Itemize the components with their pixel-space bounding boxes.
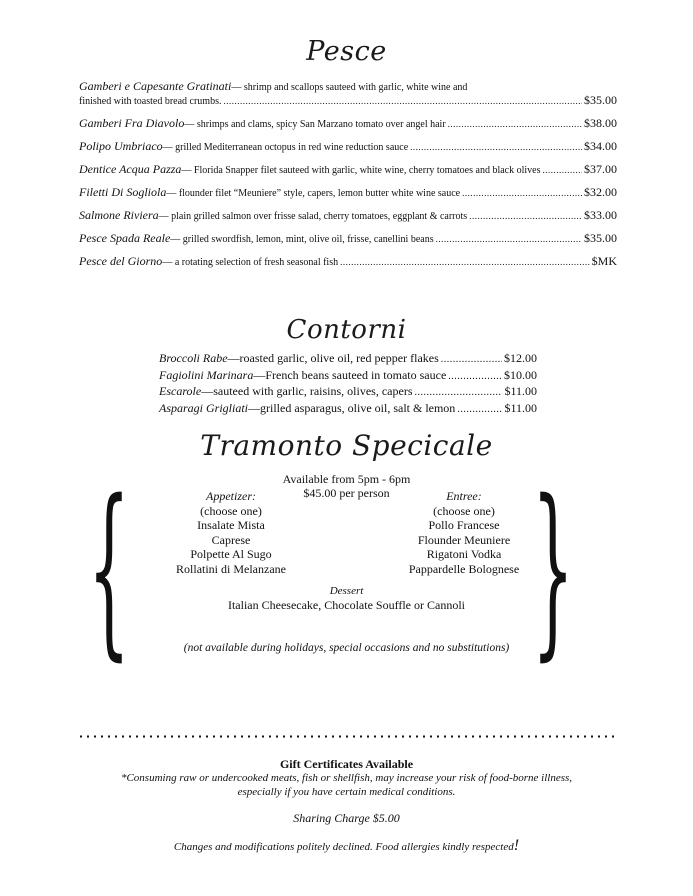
item-description: — grilled Mediterranean octopus in red wine reduction sauce (162, 142, 409, 153)
item-name: Salmone Riviera (79, 208, 159, 222)
entree-column (389, 489, 539, 576)
dessert-options: Italian Cheesecake, Chocolate Souffle or Cannoli (227, 598, 466, 612)
item-name: Broccoli Rabe (159, 351, 228, 365)
entree-option: Pollo Francese (428, 518, 500, 532)
dot-leader (448, 118, 582, 130)
menu-item (79, 186, 617, 200)
item-price: $11.00 (504, 400, 537, 415)
item-price: $11.00 (504, 384, 537, 398)
menu-item (79, 255, 617, 269)
pesce-title: Pesce (306, 36, 387, 67)
dotted-divider (79, 735, 615, 738)
gift-certificates-note: Gift Certificates Available (279, 757, 414, 771)
side-item (159, 401, 537, 418)
dot-leader (457, 403, 502, 418)
item-price: $10.00 (504, 367, 537, 382)
dot-leader (415, 386, 503, 401)
changes-policy (0, 839, 693, 854)
appetizer-option: Caprese (211, 532, 251, 547)
sharing-charge: Sharing Charge $5.00 (293, 811, 400, 825)
item-description-cont: finished with toasted bread crumbs. (79, 96, 222, 107)
item-name: Escarole (159, 384, 202, 398)
item-name: Polipo Umbriaco (79, 139, 163, 153)
item-price: $12.00 (504, 351, 537, 365)
item-price: $33.00 (584, 208, 617, 222)
food-safety-disclaimer-cont: especially if you have certain medical conditions. (237, 786, 456, 798)
appetizer-option: Polpette Al Sugo (190, 547, 272, 561)
dot-leader (469, 210, 582, 222)
menu-item (79, 140, 617, 154)
item-price: $32.00 (584, 185, 617, 199)
choose-note: (choose one) (433, 503, 495, 518)
menu-item (79, 117, 617, 131)
menu-item (79, 163, 617, 177)
dot-leader (462, 187, 582, 199)
food-safety-disclaimer: *Consuming raw or undercooked meats, fish or shellfish, may increase your risk of food-borne illness, (120, 772, 573, 784)
side-item (159, 368, 537, 385)
dessert-label: Dessert (329, 585, 364, 597)
item-description: — shrimps and clams, spicy San Marzano tomato over angel hair (184, 119, 446, 130)
dot-leader (436, 233, 582, 245)
item-price: $35.00 (584, 93, 617, 107)
item-name: Asparagi Grigliati (159, 400, 249, 415)
appetizer-option: Insalate Mista (197, 518, 265, 532)
item-name: Fagiolini Marinara (159, 367, 254, 382)
menu-item (79, 209, 617, 223)
special-price: $45.00 per person (303, 486, 390, 500)
item-description: — grilled swordfish, lemon, mint, olive oil, frisse, canellini beans (170, 234, 434, 245)
item-price: $38.00 (584, 116, 617, 130)
item-description: — a rotating selection of fresh seasonal fish (162, 257, 339, 268)
contorni-title: Contorni (286, 315, 407, 345)
appetizer-column (156, 489, 306, 576)
exclamation-mark: ! (513, 837, 520, 854)
item-name: Filetti Di Sogliola (79, 185, 167, 199)
item-price: $37.00 (584, 162, 617, 176)
menu-item (79, 232, 617, 246)
dot-leader (448, 370, 502, 385)
left-brace-ornament: { (88, 462, 130, 678)
dot-leader (410, 141, 582, 153)
entree-label: Entree: (446, 489, 482, 503)
side-item (159, 351, 537, 368)
side-item (159, 384, 537, 401)
item-name: Pesce del Giorno (79, 254, 163, 268)
menu-item (79, 80, 617, 108)
special-title: Tramonto Specicale (200, 429, 493, 462)
item-name: Pesce Spada Reale (79, 231, 171, 245)
appetizer-label: Appetizer: (206, 489, 256, 503)
item-description: —French beans sauteed in tomato sauce (253, 367, 447, 382)
choose-note: (choose one) (200, 503, 262, 518)
item-name: Gamberi Fra Diavolo (79, 116, 185, 130)
item-name: Dentice Acqua Pazza (79, 162, 182, 176)
pesce-list (79, 80, 617, 278)
item-description: — Florida Snapper filet sauteed with garlic, white wine, cherry tomatoes and black olives (181, 165, 541, 176)
entree-option: Flounder Meuniere (417, 532, 511, 547)
dot-leader (223, 95, 582, 107)
special-availability: Available from 5pm - 6pm (282, 472, 411, 486)
item-price: $34.00 (584, 139, 617, 153)
changes-policy-text: Changes and modifications politely declined. Food allergies kindly respected (173, 841, 514, 853)
dot-leader (542, 164, 582, 176)
item-description: —sauteed with garlic, raisins, olives, capers (201, 384, 413, 398)
dot-leader (441, 353, 502, 368)
item-description: — shrimp and scallops sauteed with garlic, white wine and (231, 82, 468, 93)
item-description: — plain grilled salmon over frisse salad, cherry tomatoes, eggplant & carrots (158, 211, 468, 222)
item-name: Gamberi e Capesante Gratinati (79, 79, 232, 93)
item-description: —grilled asparagus, olive oil, salt & lemon (248, 400, 456, 415)
item-description: —roasted garlic, olive oil, red pepper flakes (227, 351, 439, 365)
special-restrictions: (not available during holidays, special occasions and no substitutions) (183, 642, 510, 654)
appetizer-option: Rollatini di Melanzane (176, 561, 286, 576)
entree-option: Pappardelle Bolognese (408, 561, 520, 576)
item-price: $35.00 (584, 231, 617, 245)
contorni-list (159, 351, 537, 417)
item-description: — flounder filet “Meuniere” style, capers, lemon butter white wine sauce (166, 188, 461, 199)
entree-option: Rigatoni Vodka (426, 547, 502, 561)
right-brace-ornament: } (532, 462, 574, 678)
item-price: $MK (591, 254, 617, 268)
dot-leader (340, 256, 590, 268)
